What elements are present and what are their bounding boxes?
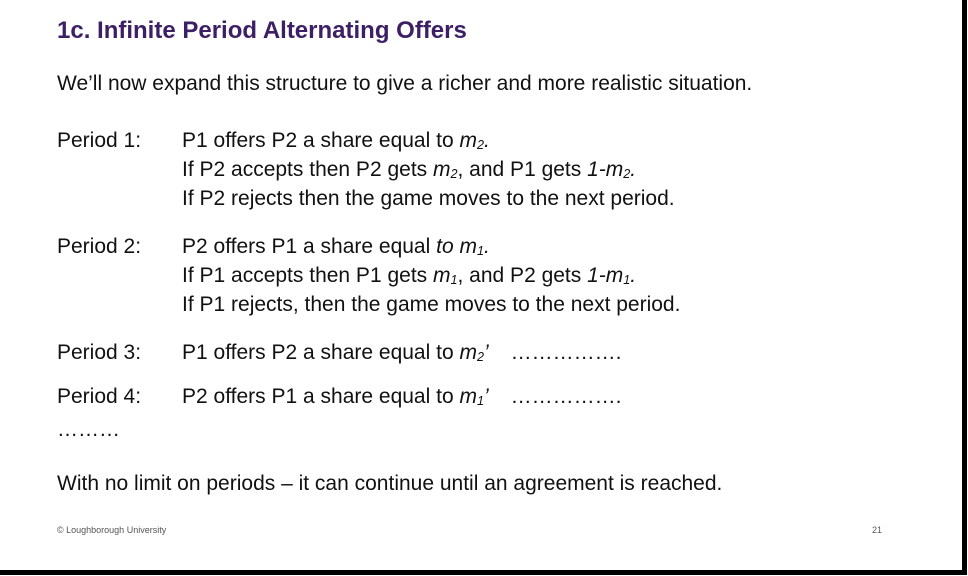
period-1-label: Period 1: (57, 129, 142, 152)
slide-title: 1c. Infinite Period Alternating Offers (57, 17, 467, 44)
period-1-line-2: If P2 accepts then P2 gets $m_2$, and P1 gets $1-m_2$. (182, 158, 637, 181)
ellipsis-dots: ……………. (510, 341, 622, 364)
period-3-line-1: P1 offers P2 a share equal to $m_2$’ ……………. (182, 341, 622, 364)
period-2-lines (182, 235, 680, 322)
period-3-lines (182, 341, 622, 370)
period-1-line-1: P1 offers P2 a share equal to $m_2$. (182, 129, 490, 152)
period-2-line-2: If P1 accepts then P1 gets $m_1$, and P2 gets $1-m_1$. (182, 264, 637, 287)
period-1-line-3: If P2 rejects then the game moves to the next period. (182, 187, 675, 210)
footer-page-number: 21 (872, 525, 883, 535)
period-4-line-1: P2 offers P1 a share equal to $m_1$’ ……………. (182, 385, 622, 408)
period-2-line-3: If P1 rejects, then the game moves to the next period. (182, 293, 681, 316)
period-3-label: Period 3: (57, 341, 142, 364)
intro-text: We’ll now expand this structure to give a richer and more realistic situation. (57, 72, 753, 95)
period-2-line-1: P2 offers P1 a share equal to $m_1$. (182, 235, 490, 258)
continuation-dots: ……… (57, 418, 120, 441)
period-4-lines (182, 385, 622, 414)
period-1-lines (182, 129, 675, 216)
period-2-label: Period 2: (57, 235, 142, 258)
ellipsis-dots: ……………. (510, 385, 622, 408)
period-4-label: Period 4: (57, 385, 142, 408)
outro-text: With no limit on periods – it can continue until an agreement is reached. (57, 472, 723, 495)
footer-copyright: © Loughborough University (57, 525, 167, 535)
